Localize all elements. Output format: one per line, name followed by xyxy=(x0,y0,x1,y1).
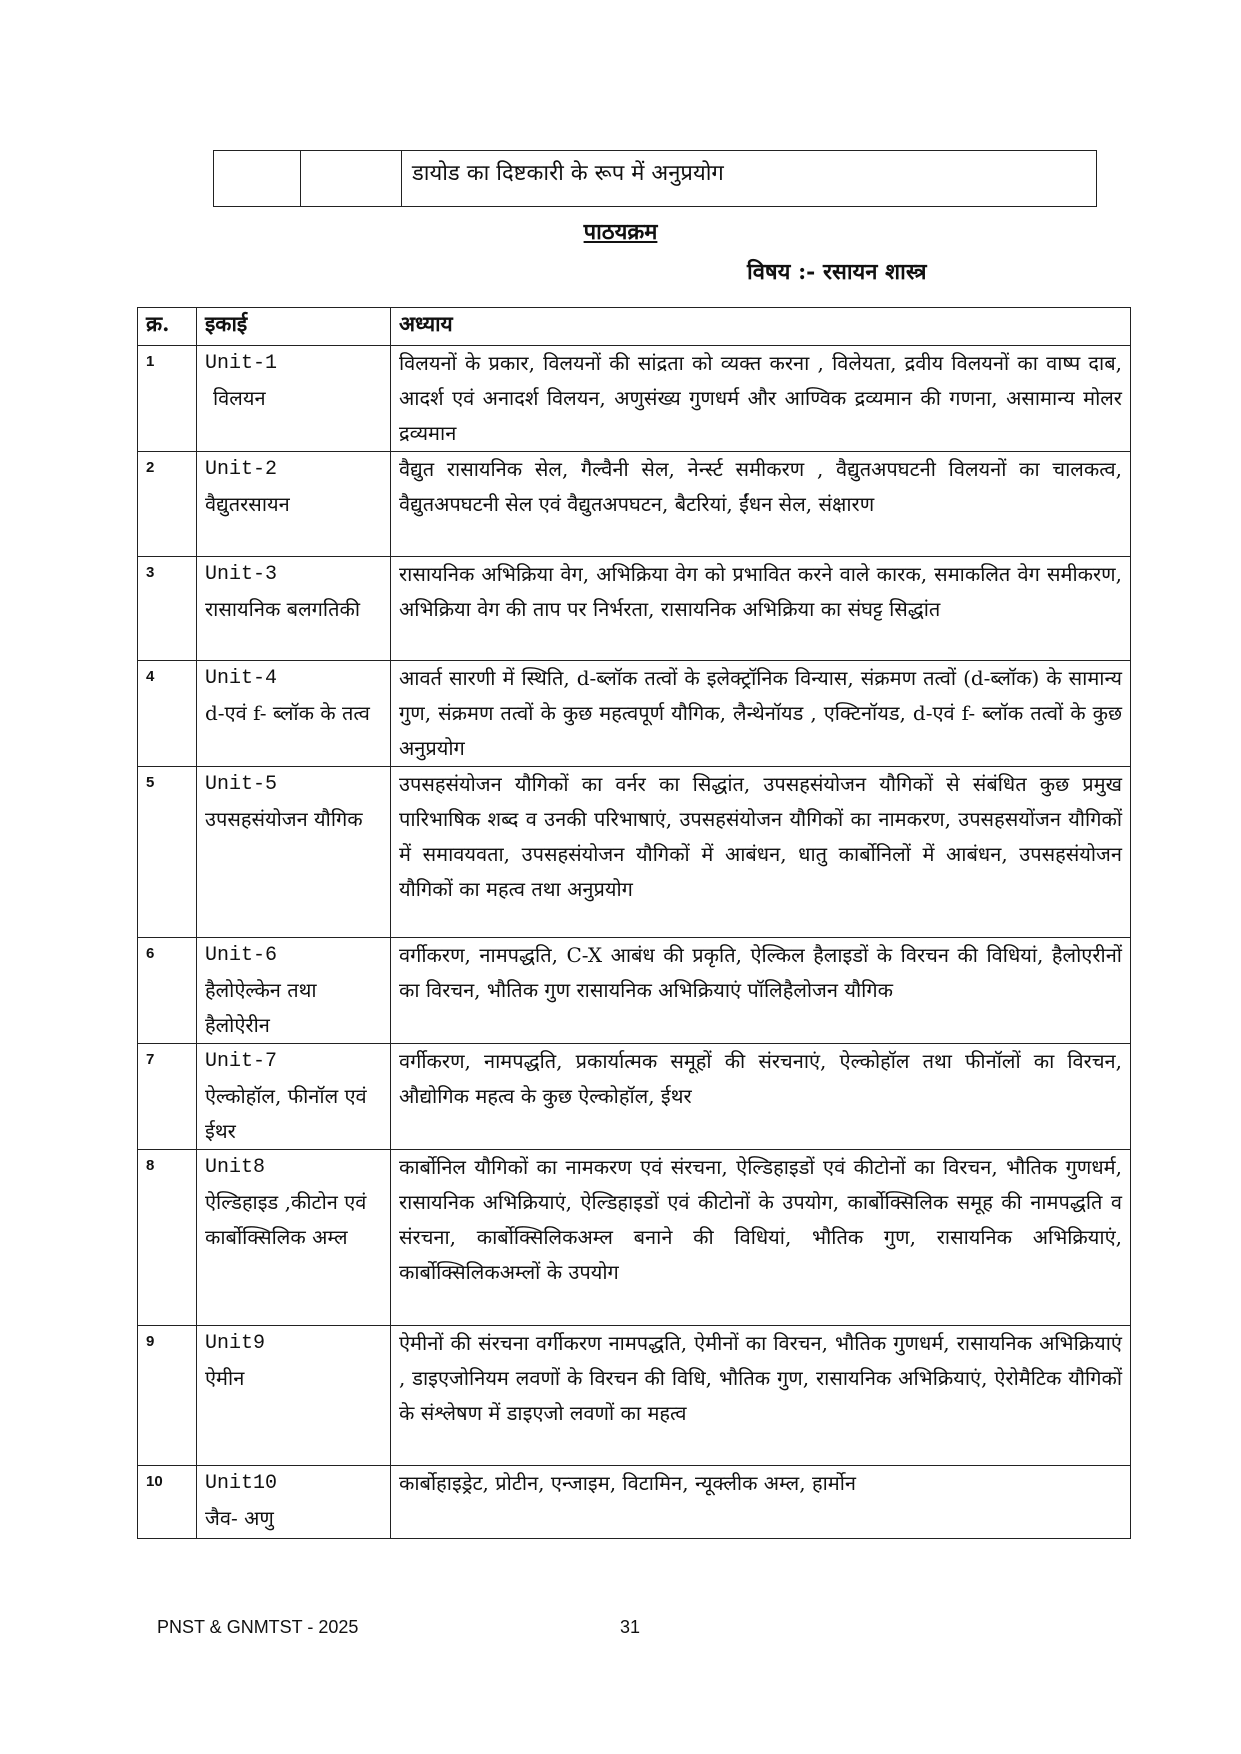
chapters-cell: उपसहसंयोजन यौगिकों का वर्नर का सिद्धांत, उपसहसंयोजन यौगिकों से संबंधित कुछ प्रमुख पारिभाषिक शब्द व उनकी परिभाषाएं, उपसहसंयोजन यौगिकों का नामकरण, उपसहसयोंजन यौगिकों में समावयवता, उपसहसंयोजन यौगिकों में आबंधन, धातु कार्बोनिलों में आबंधन, उपसहसंयोजन यौगिकों का महत्व तथा अनुप्रयोग xyxy=(391,767,1131,938)
unit-cell xyxy=(197,557,391,661)
unit-code: Unit-2 xyxy=(205,458,278,481)
unit-cell xyxy=(197,452,391,557)
unit-code: Unit10 xyxy=(205,1472,278,1495)
unit-cell xyxy=(197,661,391,767)
table-row xyxy=(138,1466,1131,1539)
table-row xyxy=(138,1150,1131,1326)
unit-cell xyxy=(197,1150,391,1326)
unit-cell xyxy=(197,1044,391,1150)
table-row xyxy=(138,661,1131,767)
footer-exam-name: PNST & GNMTST - 2025 xyxy=(157,1617,359,1637)
chapters-cell: वर्गीकरण, नामपद्धति, प्रकार्यात्मक समूहों की संरचनाएं, ऐल्कोहॉल तथा फीनॉलों का विरचन, औद्योगिक महत्व के कुछ ऐल्कोहॉल, ईथर xyxy=(391,1044,1131,1150)
unit-name: d-एवं f- ब्लॉक के तत्व xyxy=(205,701,370,725)
top-cell-3: डायोड का दिष्टकारी के रूप में अनुप्रयोग xyxy=(402,151,1097,207)
unit-cell xyxy=(197,938,391,1044)
unit-code: Unit-3 xyxy=(205,563,278,586)
chapters-cell: कार्बोनिल यौगिकों का नामकरण एवं संरचना, ऐल्डिहाइडों एवं कीटोनों का विरचन, भौतिक गुणधर्म, रासायनिक अभिक्रियाएं, ऐल्डिहाइडों एवं कीटोनों के उपयोग, कार्बोक्सिलिक समूह की नामपद्धति व संरचना, कार्बोक्सिलिकअम्ल बनाने की विधियां, भौतिक गुण, रासायनिक अभिक्रियाएं, कार्बोक्सिलिकअम्लों के उपयोग xyxy=(391,1150,1131,1326)
table-row xyxy=(138,938,1131,1044)
row-number: 6 xyxy=(138,938,197,1044)
unit-code: Unit-1 xyxy=(205,352,278,375)
unit-name: उपसहसंयोजन यौगिक xyxy=(205,807,363,831)
table-row xyxy=(138,767,1131,938)
subject-heading: विषय :- रसायन शास्त्र xyxy=(747,259,927,285)
unit-code: Unit9 xyxy=(205,1332,266,1355)
unit-code: Unit-7 xyxy=(205,1050,278,1073)
chapters-cell: आवर्त सारणी में स्थिति, d-ब्लॉक तत्वों के इलेक्ट्रॉनिक विन्यास, संक्रमण तत्वों (d-ब्लॉक) के सामान्य गुण, संक्रमण तत्वों के कुछ महत्वपूर्ण यौगिक, लैन्थेनॉयड , एक्टिनॉयड, d-एवं f- ब्लॉक तत्वों के कुछ अनुप्रयोग xyxy=(391,661,1131,767)
course-heading: पाठयक्रम xyxy=(583,219,658,245)
row-number: 3 xyxy=(138,557,197,661)
top-cell-1 xyxy=(214,151,301,207)
table-row xyxy=(138,1326,1131,1466)
row-number: 10 xyxy=(138,1466,197,1539)
page-number: 31 xyxy=(620,1617,641,1637)
header-serial: क्र. xyxy=(138,308,197,346)
row-number: 9 xyxy=(138,1326,197,1466)
syllabus-table xyxy=(137,307,1131,1539)
table-row xyxy=(138,346,1131,452)
row-number: 7 xyxy=(138,1044,197,1150)
row-number: 5 xyxy=(138,767,197,938)
header-unit: इकाई xyxy=(197,308,391,346)
chapters-cell: कार्बोहाइड्रेट, प्रोटीन, एन्जाइम, विटामिन, न्यूक्लीक अम्ल, हार्मोन xyxy=(391,1466,1131,1539)
chapters-cell: ऐमीनों की संरचना वर्गीकरण नामपद्धति, ऐमीनों का विरचन, भौतिक गुणधर्म, रासायनिक अभिक्रियाएं , डाइएजोनियम लवणों के विरचन की विधि, भौतिक गुण, रासायनिक अभिक्रियाएं, ऐरोमैटिक यौगिकों के संश्लेषण में डाइएजो लवणों का महत्व xyxy=(391,1326,1131,1466)
top-cell-2 xyxy=(301,151,402,207)
unit-name: हैलोऐल्केन तथा हैलोऐरीन xyxy=(205,978,317,1037)
unit-cell xyxy=(197,1326,391,1466)
unit-code: Unit8 xyxy=(205,1156,266,1179)
table-row xyxy=(138,557,1131,661)
unit-code: Unit-5 xyxy=(205,773,278,796)
row-number: 4 xyxy=(138,661,197,767)
unit-name: ऐल्कोहॉल, फीनॉल एवं ईथर xyxy=(205,1084,367,1143)
table-row xyxy=(138,452,1131,557)
unit-cell xyxy=(197,346,391,452)
unit-name: ऐल्डिहाइड ,कीटोन एवं कार्बोक्सिलिक अम्ल xyxy=(205,1190,367,1249)
header-chapter: अध्याय xyxy=(391,308,1131,346)
unit-name: वैद्युतरसायन xyxy=(205,492,290,516)
row-number: 8 xyxy=(138,1150,197,1326)
row-number: 1 xyxy=(138,346,197,452)
row-number: 2 xyxy=(138,452,197,557)
table-header-row xyxy=(138,308,1131,346)
unit-cell xyxy=(197,1466,391,1539)
chapters-cell: रासायनिक अभिक्रिया वेग, अभिक्रिया वेग को प्रभावित करने वाले कारक, समाकलित वेग समीकरण, अभिक्रिया वेग की ताप पर निर्भरता, रासायनिक अभिक्रिया का संघट्ट सिद्धांत xyxy=(391,557,1131,661)
unit-name: जैव- अणु xyxy=(205,1506,274,1530)
unit-name: ऐमीन xyxy=(205,1366,245,1390)
unit-code: Unit-4 xyxy=(205,667,278,690)
unit-code: Unit-6 xyxy=(205,944,278,967)
table-row xyxy=(214,151,1097,207)
continuation-table xyxy=(213,150,1097,207)
unit-cell xyxy=(197,767,391,938)
table-row xyxy=(138,1044,1131,1150)
unit-name: विलयन xyxy=(213,386,266,410)
unit-name: रासायनिक बलगतिकी xyxy=(205,597,361,621)
chapters-cell: वर्गीकरण, नामपद्धति, C-X आबंध की प्रकृति, ऐल्किल हैलाइडों के विरचन की विधियां, हैलोएरीनों का विरचन, भौतिक गुण रासायनिक अभिक्रियाएं पॉलिहैलोजन यौगिक xyxy=(391,938,1131,1044)
chapters-cell: वैद्युत रासायनिक सेल, गैल्वैनी सेल, नेर्न्स्ट समीकरण , वैद्युतअपघटनी विलयनों का चालकत्व, वैद्युतअपघटनी सेल एवं वैद्युतअपघटन, बैटरियां, ईंधन सेल, संक्षारण xyxy=(391,452,1131,557)
chapters-cell: विलयनों के प्रकार, विलयनों की सांद्रता को व्यक्त करना , विलेयता, द्रवीय विलयनों का वाष्प दाब, आदर्श एवं अनादर्श विलयन, अणुसंख्य गुणधर्म और आण्विक द्रव्यमान की गणना, असामान्य मोलर द्रव्यमान xyxy=(391,346,1131,452)
